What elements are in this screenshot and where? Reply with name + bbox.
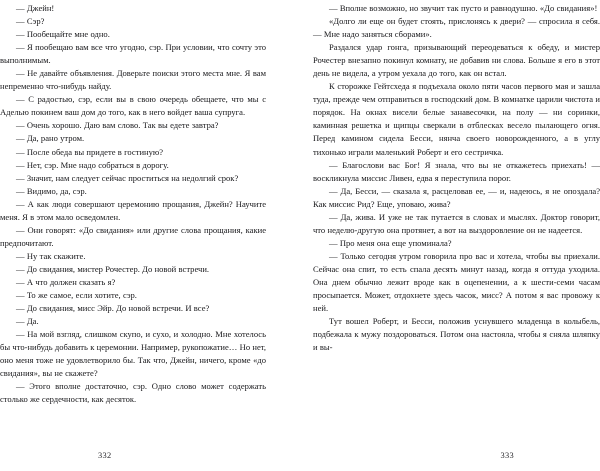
paragraph: — Благослови вас Бог! Я знала, что вы не откажетесь приехать! — воскликнула миссис Ливен, едва я переступила порог. [313,159,600,183]
paragraph: — Ну так скажите. [16,250,86,261]
paragraph: Раздался удар гонга, призывающий переодеваться к обеду, и мистер Рочестер внезапно покинул комнату, не добавив ни слова. Больше я его в этот день не видела, а утром уехала до того, как он встал. [313,42,600,79]
paragraph: — Пообещайте мне одно. [16,29,110,40]
paragraph: — Вполне возможно, но звучит так пусто и равнодушно. «До свидания»! [329,3,598,13]
paragraph: — Нет, сэр. Мне надо собраться в дорогу. [16,159,169,170]
page-right-textblock [313,2,600,354]
paragraph: — Этого вполне достаточно, сэр. Одно слово может содержать столько же сердечности, как десяток. [0,381,266,405]
paragraph: — Да, жива. И уже не так путается в словах и мыслях. Доктор говорит, что неделю-другую она протянет, а вот на выздоровление он не надеется. [313,211,600,235]
paragraph: — Да. [16,316,39,327]
page-number-right: 333 [500,450,514,460]
paragraph: — Да, Бесси, — сказала я, расцеловав ее, — и, надеюсь, я не опоздала? Как миссис Рид? Еще, уповаю, жива? [313,185,600,209]
paragraph: — Я пообещаю вам все что угодно, сэр. При условии, что сочту это выполнимым. [0,42,266,66]
page-right [300,0,600,471]
paragraph: Тут вошел Роберт, и Бесси, положив уснувшего младенца в колыбель, подбежала к мужу поздороваться. Потом она настояла, чтобы я сняла шляпку и вы- [313,316,600,353]
paragraph: — Да, рано утром. [16,133,85,144]
paragraph: — Джейн! [16,3,55,13]
paragraph: «Долго ли еще он будет стоять, прислонясь к двери? — спросила я себя. — Мне надо заняться сборами». [313,16,600,40]
paragraph: — Значит, нам следует сейчас проститься на недолгий срок? [16,172,239,183]
paragraph: — Сэр? [16,16,45,27]
paragraph: — Очень хорошо. Даю вам слово. Так вы едете завтра? [16,120,219,131]
paragraph: — Они говорят: «До свидания» или другие слова прощания, какие предпочитают. [0,224,266,248]
paragraph: — Видимо, да, сэр. [16,185,87,196]
page-number-left: 332 [98,450,112,460]
page-left-textblock [0,2,266,406]
paragraph: — После обеда вы придете в гостиную? [16,146,164,157]
paragraph: — На мой взгляд, слишком скупо, и сухо, и холодно. Мне хотелось бы что-нибудь добавить к церемонии. Например, рукопожатие… Но нет, оно меня тоже не удовлетворило бы. Так что, Джейн, ничего, кроме «до свидания», вы не скажете? [0,329,266,379]
paragraph: — То же самое, если хотите, сэр. [16,290,137,301]
paragraph: — Про меня она еще упоминала? [329,237,452,248]
paragraph: — А как люди совершают церемонию прощания, Джейн? Научите меня. Я в этом мало осведомлен. [0,198,266,222]
paragraph: — Только сегодня утром говорила про вас и хотела, чтобы вы приехали. Сейчас она спит, то есть спала десять минут назад, когда я оттуда уходила. Она днем обычно лежит вроде как в оцепенении, а к шести-семи часам просыпается. Может, отдохнете здесь часок, мисс? А потом я вас провожу к ней. [313,250,600,314]
paragraph: К сторожке Гейтсхеда я подъехала около пяти часов первого мая и зашла туда, прежде чем отправиться в господский дом. В комнатке царили чистота и порядок. На окнах висели белые занавесочки, на полу — ни соринки, каминная решетка и щипцы сверкали в отблесках весело пылающего огня. Перед камином сидела Бесси, нянча своего новорожденного, а в углу тихонько играли маленький Роберт и его сестричка. [313,81,600,157]
paragraph: — С радостью, сэр, если вы в свою очередь обещаете, что мы с Аделью покинем ваш дом до того, как в него войдет ваша супруга. [0,94,266,118]
paragraph: — До свидания, мистер Рочестер. До новой встречи. [16,263,210,274]
paragraph: — До свидания, мисс Эйр. До новой встречи. И все? [16,303,210,314]
paragraph: — А что должен сказать я? [16,276,116,287]
paragraph: — Не давайте объявления. Доверьте поиски этого места мне. Я вам непременно что-нибудь найду. [0,68,266,92]
